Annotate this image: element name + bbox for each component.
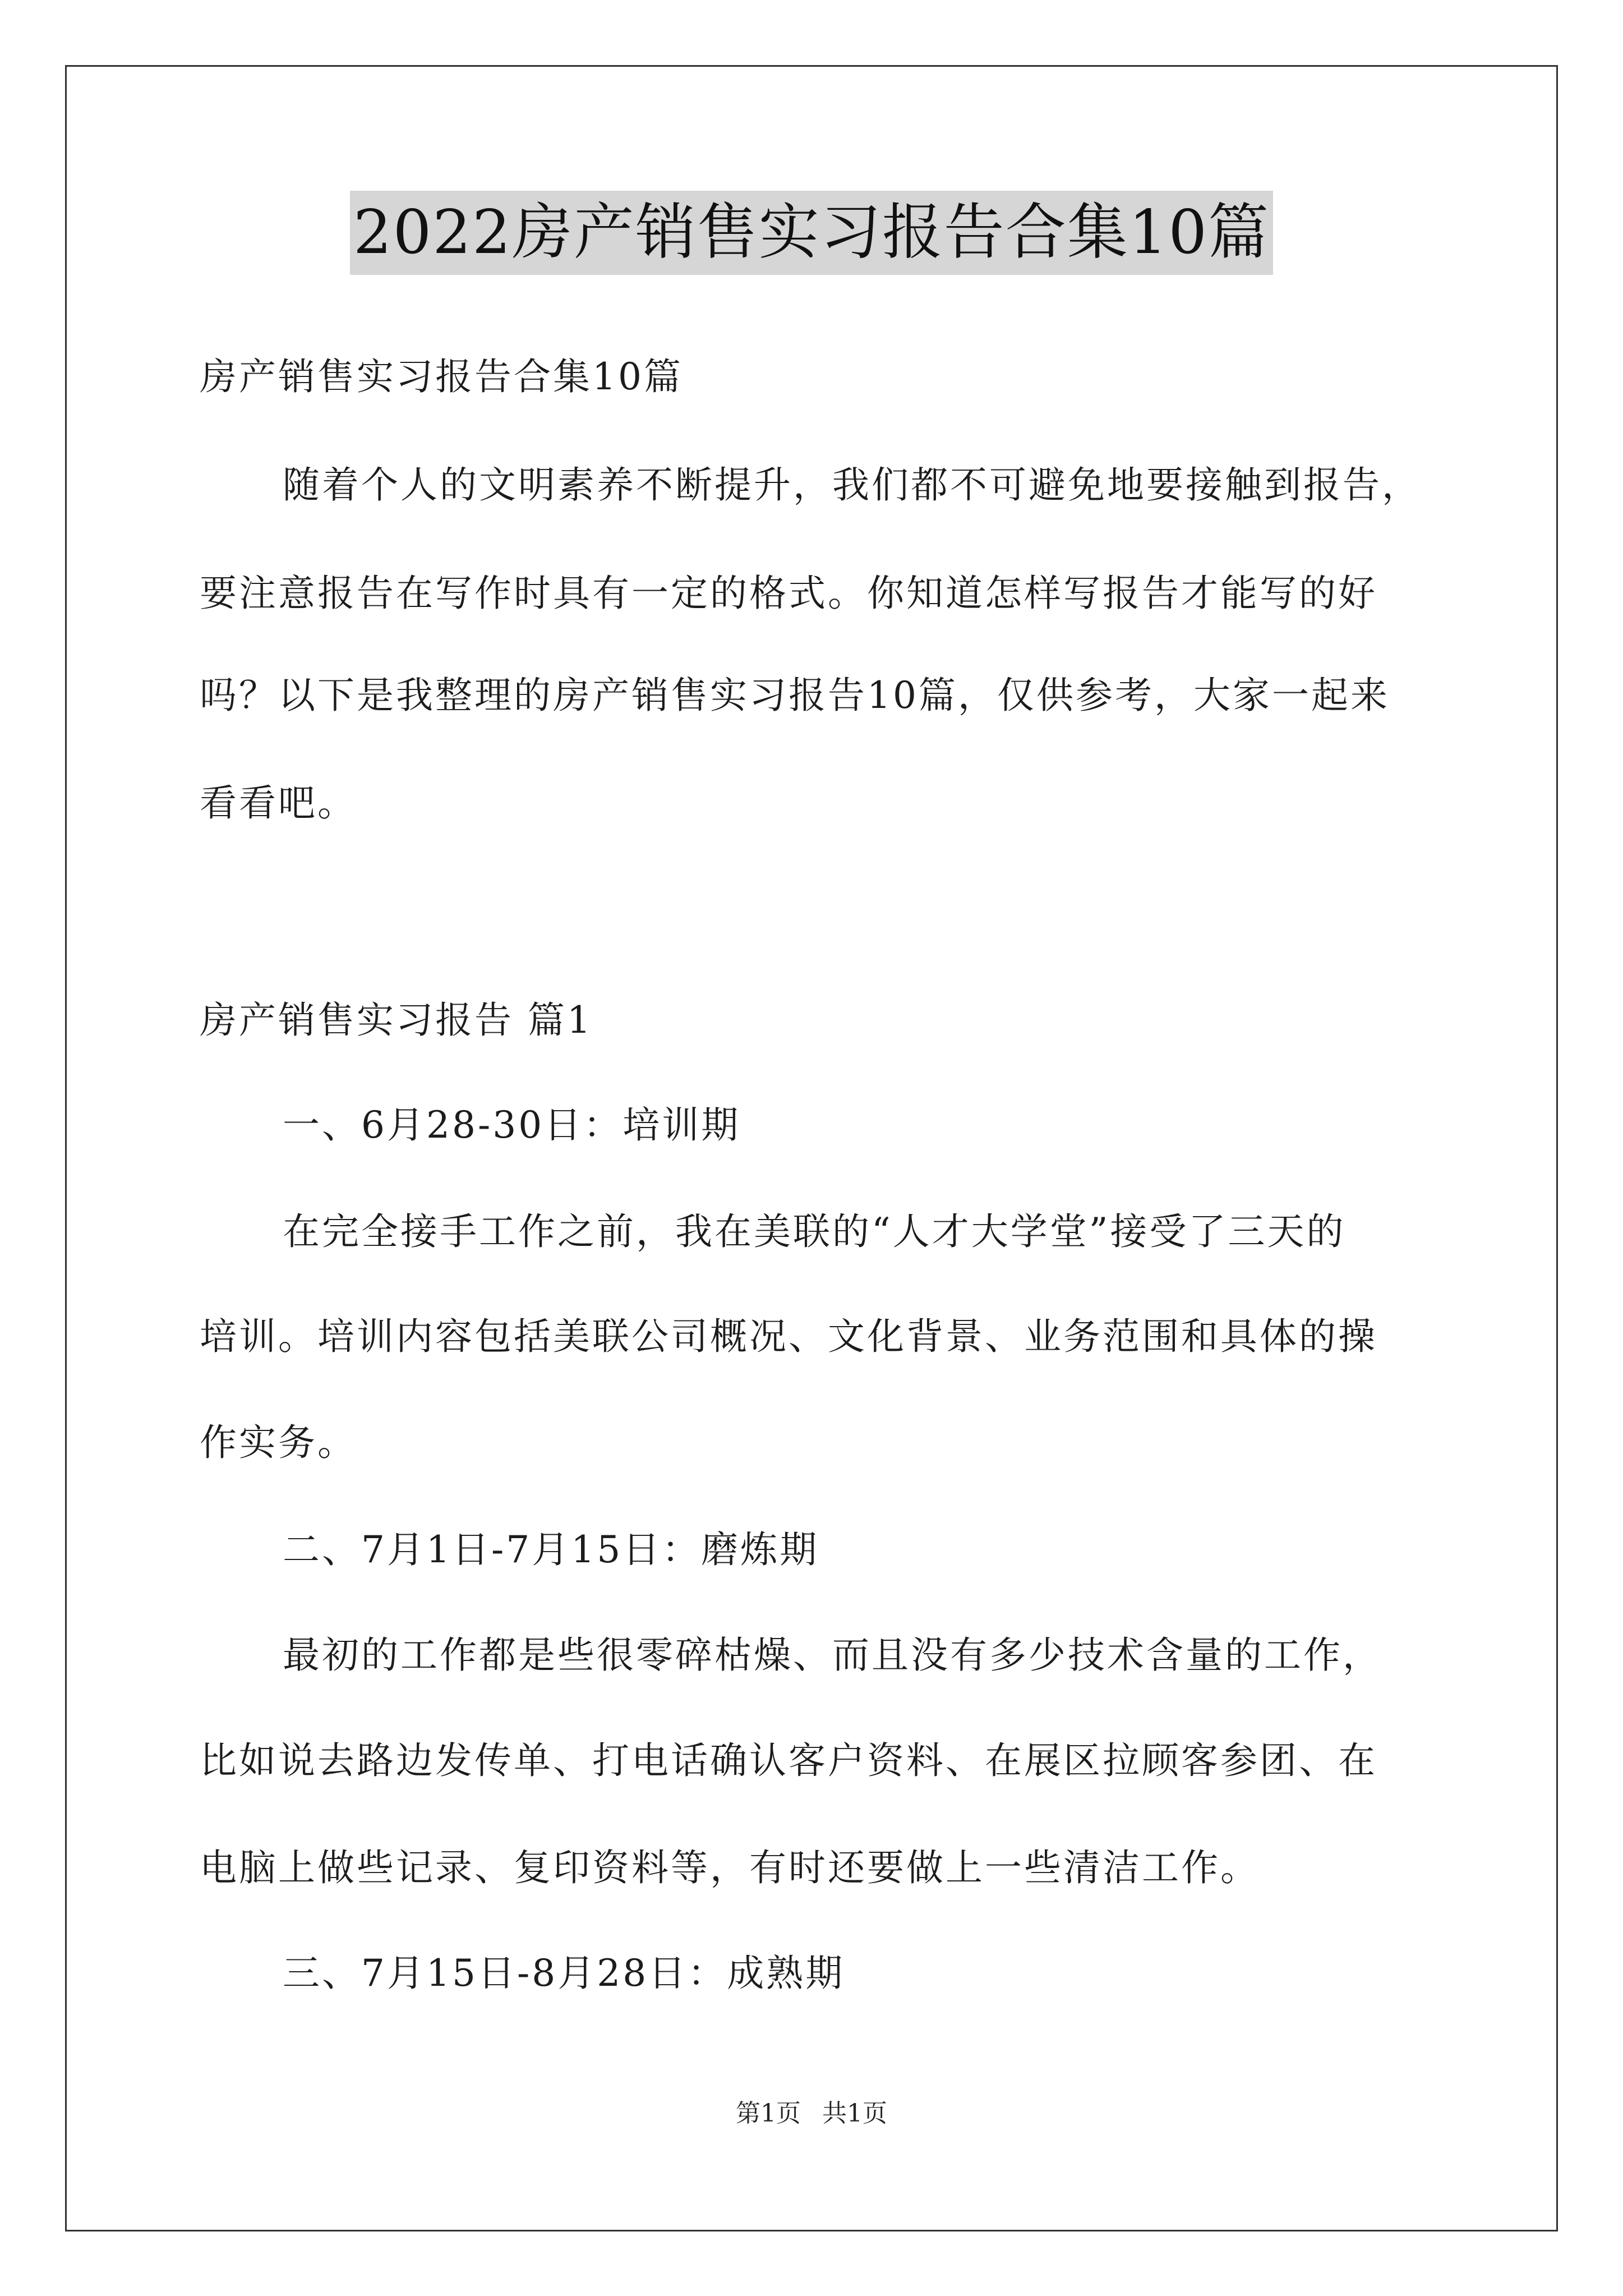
p2-line-2: 比如说去路边发传单、打电话确认客户资料、在展区拉顾客参团、在 bbox=[200, 1739, 1377, 1782]
p2-line-1: 最初的工作都是些很零碎枯燥、而且没有多少技术含量的工作， bbox=[283, 1634, 1382, 1677]
intro-line-4: 看看吧。 bbox=[200, 781, 357, 825]
intro-line-3: 吗？以下是我整理的房产销售实习报告10篇，仅供参考，大家一起来 bbox=[200, 674, 1390, 717]
page-footer bbox=[0, 2097, 1623, 2131]
page-number: 第1页 bbox=[736, 2099, 801, 2128]
intro-line-1: 随着个人的文明素养不断提升，我们都不可避免地要接触到报告， bbox=[283, 463, 1421, 507]
p1-heading: 一、6月28-30日：培训期 bbox=[283, 1103, 741, 1147]
p2-line-3: 电脑上做些记录、复印资料等，有时还要做上一些清洁工作。 bbox=[200, 1846, 1260, 1889]
document-subtitle: 房产销售实习报告合集10篇 bbox=[200, 355, 683, 398]
p1-line-2: 培训。培训内容包括美联公司概况、文化背景、业务范围和具体的操 bbox=[200, 1315, 1377, 1358]
p1-line-3: 作实务。 bbox=[200, 1421, 357, 1464]
document-title: 2022房产销售实习报告合集10篇 bbox=[350, 191, 1273, 275]
p3-heading: 三、7月15日-8月28日：成熟期 bbox=[283, 1952, 845, 1995]
page-total: 共1页 bbox=[822, 2099, 887, 2128]
section-heading: 房产销售实习报告 篇1 bbox=[200, 999, 593, 1042]
p2-heading: 二、7月1日-7月15日：磨炼期 bbox=[283, 1528, 819, 1571]
title-container bbox=[0, 191, 1623, 275]
p1-line-1: 在完全接手工作之前，我在美联的“人才大学堂”接受了三天的 bbox=[283, 1210, 1346, 1253]
intro-line-2: 要注意报告在写作时具有一定的格式。你知道怎样写报告才能写的好 bbox=[200, 572, 1377, 615]
